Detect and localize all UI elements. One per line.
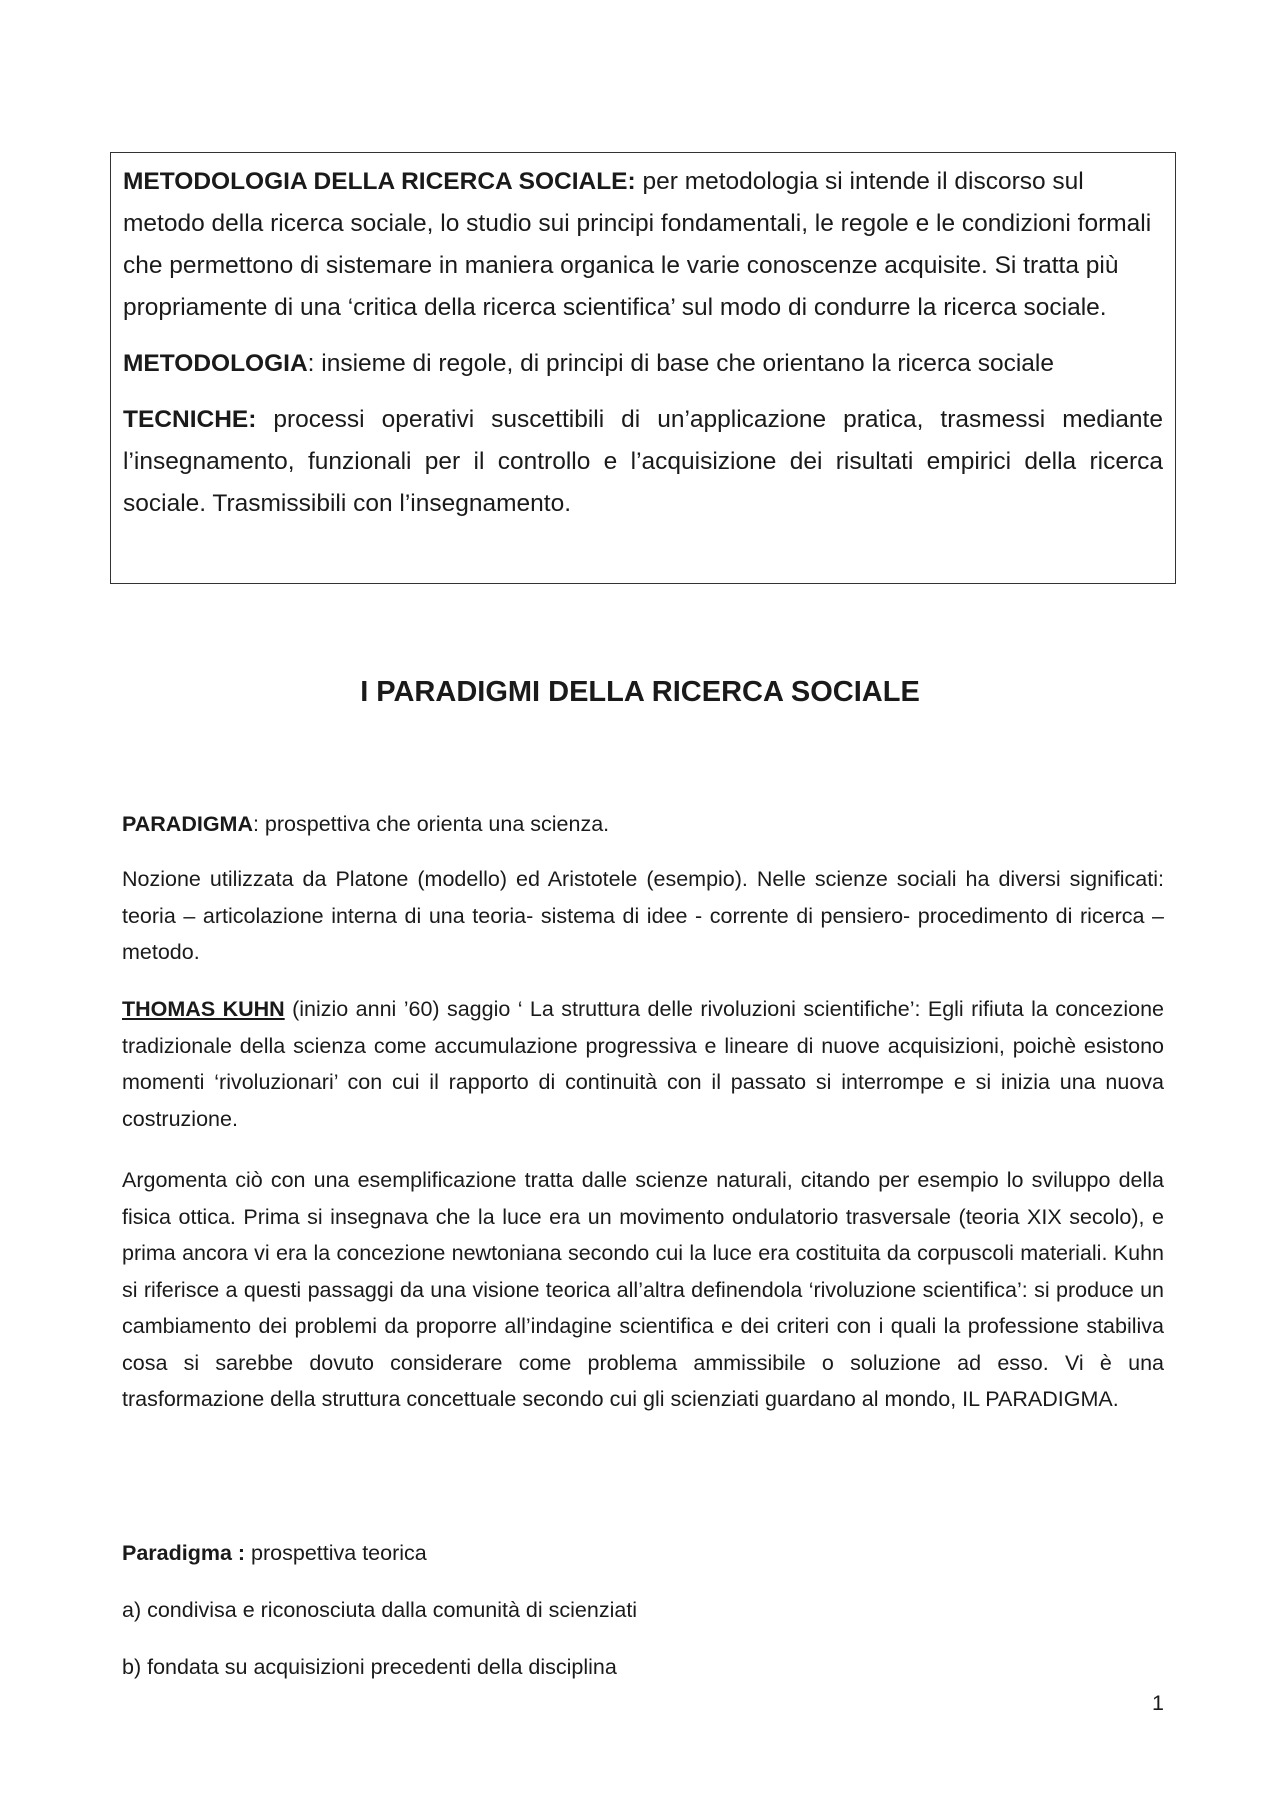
argomenta-paragraph: Argomenta ciò con una esemplificazione tratta dalle scienze naturali, citando per esempio lo sviluppo della fisica ottica. Prima si insegnava che la luce era un movimento ondulatorio trasversale (teoria XIX secolo), e prima ancora vi era la concezione newtoniana secondo cui la luce era costituita da corpuscoli materiali. Kuhn si riferisce a questi passaggi da una visione teorica all’altra definendola ‘rivoluzione scientifica’: si produce un cambiamento dei problemi da proporre all’indagine scientifica e dei criteri con i quali la professione stabiliva cosa si sarebbe dovuto considerare come problema ammissibile o soluzione ad esso. Vi è una trasformazione della struttura concettuale secondo cui gli scienziati guardano al mondo, IL PARADIGMA.: [122, 1168, 1164, 1411]
list-item: b) fondata su acquisizioni precedenti della disciplina: [122, 1655, 617, 1679]
section-title: I PARADIGMI DELLA RICERCA SOCIALE: [360, 676, 920, 708]
definition-tecniche: [123, 399, 1163, 525]
definition-metodologia-ricerca-sociale: [123, 161, 1163, 329]
definition-text: per metodologia si intende il discorso sul metodo della ricerca sociale, lo studio sui principi fondamentali, le regole e le condizioni formali che permettono di sistemare in maniera organica le varie conoscenze acquisite. Si tratta più propriamente di una ‘critica della ricerca scientifica’ sul modo di condurre la ricerca sociale.: [123, 168, 1152, 321]
nozione-paragraph: Nozione utilizzata da Platone (modello) ed Aristotele (esempio). Nelle scienze sociali ha diversi significati: teoria – articolazione interna di una teoria- sistema di idee - corrente di pensiero- procedimento di ricerca – metodo.: [122, 867, 1164, 964]
term-tecniche: TECNICHE:: [123, 406, 257, 433]
definition-text: : insieme di regole, di principi di base che orientano la ricerca sociale: [307, 350, 1054, 377]
kuhn-paragraph: [122, 991, 1164, 1137]
term-paradigma-teorica: Paradigma :: [122, 1541, 246, 1565]
paradigma-definition: [122, 806, 1164, 843]
paradigma-teorica: [122, 1535, 1164, 1572]
kuhn-paragraph-text: (inizio anni ’60) saggio ‘ La struttura delle rivoluzioni scientifiche’: Egli rifiuta la concezione tradizionale della scienza come accumulazione progressiva e lineare di nuove acquisizioni, poichè esistono momenti ‘rivoluzionari’ con cui il rapporto di continuità con il passato si interrompe e si inizia una nuova costruzione.: [122, 997, 1164, 1131]
term-paradigma: PARADIGMA: [122, 812, 253, 836]
list-item: a) condivisa e riconosciuta dalla comunità di scienziati: [122, 1598, 638, 1622]
page-number: 1: [1152, 1691, 1164, 1715]
paradigma-teorica-text: prospettiva teorica: [245, 1541, 427, 1565]
term-metodologia: METODOLOGIA: [123, 350, 308, 377]
definitions-box: [110, 152, 1176, 584]
paradigma-definition-text: : prospettiva che orienta una scienza.: [252, 812, 610, 836]
kuhn-name: THOMAS KUHN: [122, 997, 285, 1021]
definition-metodologia: [123, 343, 1163, 385]
definition-text: processi operativi suscettibili di un’applicazione pratica, trasmessi mediante l’insegnamento, funzionali per il controllo e l’acquisizione dei risultati empirici della ricerca sociale. Trasmissibili con l’insegnamento.: [123, 406, 1163, 517]
term-metodologia-ricerca-sociale: METODOLOGIA DELLA RICERCA SOCIALE:: [123, 168, 636, 195]
